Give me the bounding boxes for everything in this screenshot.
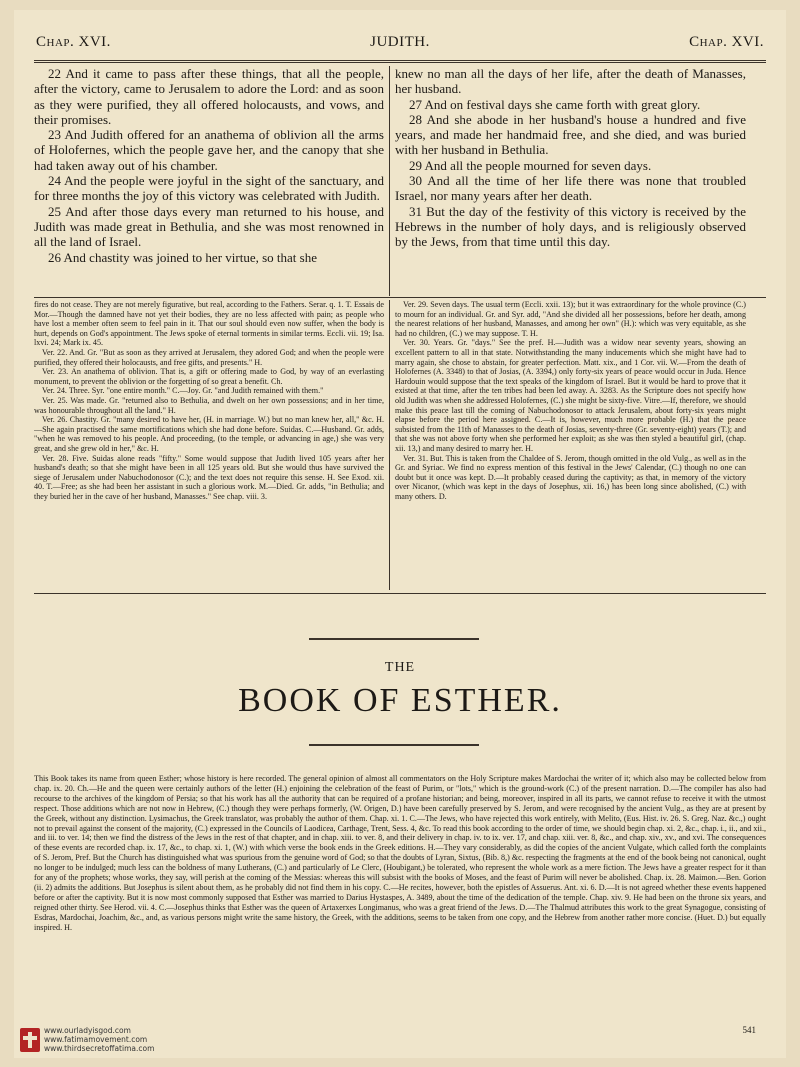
verse-24: 24 And the people were joyful in the sight of the sanctuary, and for three months the joy of this victory was celebrated with Judith.	[34, 173, 384, 204]
watermark-line: www.fatimamovement.com	[44, 1035, 148, 1044]
notes-column-right	[395, 300, 746, 590]
verse-25: 25 And after those days every man returned to his house, and Judith was made great in Bethulia, and she was most renowned in all the land of Israel.	[34, 203, 384, 250]
verse-27: 27 And on festival days she came forth with great glory.	[409, 96, 701, 112]
book-title-small: THE	[384, 660, 416, 675]
header-rule	[34, 60, 766, 61]
book-introduction: This Book takes its name from queen Esther; whose history is here recorded. The general opinion of almost all commentators on the Holy Scripture makes Mardochai the writer of it; which also may be collected below from chap. ix. 20. Ch.—He and the queen were certainly authors of the letter (H.) enjoining the celebration of the feast of Purim, or "lots," which is the ground-work (C.) of the present narration. D.—The compiler has also had recourse to the archives of the kingdom of Persia; so that his work has all the authority that can be required of a profane historian; and being, moreover, inspired in all its parts, we cannot refuse to receive it with the utmost respect. Those additions which are not now in Hebrew, (C.) though they were perhaps formerly, (W. Origen, D.) have been carefully preserved by S. Jerom, and were recognised by the ancient Vulg., as they are at present by the Greek, without any distinction. Lysimachus, the Greek translator, was probably the author of them. Chap. xi. 1. C.—The Jews, who have rejected this work entirely, with Melito, (Eus. Hist. iv. 26. S. Greg. Naz. &c.,) ought not to prevail against the consent of the majority, (C.) expressed in the Councils of Laodicea, Carthage, Trent, Sess. 4, &c. To read this book according to the order of time, we should begin chap. xi. 2, &c., chap. i., ii., and xii., and iii. to ver. 14; then we find the distress of the Jews in the rest of that chapter, and in chap. xiii. to ver. 8, and their delivery in chap. iv. to ix. ver. 17, and chap. xiii. ver. 8, &c., and chap. xiv., xv., and xvi. The consequences of these events are recorded chap. ix. 17, &c., to chap. xi. 1, (W.) with which verse the book ends in the Greek editions. H.—They vary considerably, as did the copies of the ancient Vulgate, which called forth the complaints of S. Jerom, Pref. But the Church has distinguished what was spurious from the genuine word of God; so that the doubts of Lyran, Sixtus, (Bib. 8,) &c. respecting the fragments at the end of the book being not canonical, ought no longer to be indulged; much less can the boldness of many Lutherans, (C.) and particularly of Le Clerc, (Houbigant,) be tolerated, who represent the whole work as a mere fiction. The Jews have a greater respect for it than for any of the prophets; whose works, they say, will perish at the coming of the Messias: whereas this will subsist with the books of Moses, and the feast of Purim will never be abolished. Chap. ix. 28. Maimon.—Ben. Gorion (ii. 2) admits the additions. But Josephus is silent about them, as he probably did not find them in his copy. C.—He recites, however, both the epistles of Assuerus. Ant. xi. 6. D.—It is not agreed whether these events happened before or after the captivity. But it is now most commonly supposed that Esther was married to Darius Hystaspes, A. 3489, about the time of the dedication of the temple. Chap. xiv. 9. He had been on the throne six years, and reigned other thirty. See Herod. vii. 4. C.—Josephus thinks that Esther was the queen of Artaxerxes Longimanus, who was a great friend of the Jews. D.—The Thalmud attributes this work to the great Synagogue, consisting of Esdras, Mardochai, Joachim, &c., and, as various persons might write the same history, the Greek, with the additions, seems to be taken from one copy, and the Hebrew from another rather more concise. (Huet. D.) but equally inspired. H.	[34, 774, 766, 932]
page	[14, 10, 786, 1058]
ornament-rule-top	[309, 638, 479, 640]
note-ver-31: Ver. 31. But. This is taken from the Chaldee of S. Jerom, though omitted in the old Vulg., as well as in the Gr. and Syriac. We find no express mention of this festival in the Jews' Calendar, (C.) though no one can doubt but it once was kept. D.—It probably ceased during the captivity; as that, in memory of the victory over Nicanor, (which was kept in the days of Josephus, xii. 16,) has been long since abolished, (C.) with many others. D.	[395, 453, 746, 501]
verse-28: 28 And she abode in her husband's house a hundred and five years, and made her handmaid free, and she died, and was buried with her husband in Bethulia.	[395, 111, 746, 158]
running-header	[36, 34, 764, 56]
verse-22: 22 And it came to pass after these things, that all the people, after the victory, came to Jerusalem to adore the Lord: and as soon as they were purified, they all offered holocausts, and vows, and their promises.	[34, 66, 384, 127]
column-divider-verses	[389, 66, 390, 296]
notes-column-left	[34, 300, 384, 590]
note-ver-26: Ver. 26. Chastity. Gr. "many desired to have her, (H. in marriage. W.) but no man knew her, all," &c. H.—She again practised the same mortifications which she had done before. Suidas. C.—Husband. Gr. adds, "when he was removed to his people. And proceeding, (to the temple, or advancing in age,) she was very great, and she grew old in her," &c. H.	[34, 415, 384, 453]
note-ver-23: Ver. 23. An anathema of oblivion. That is, a gift or offering made to God, by way of an everlasting monument, to prevent the oblivion or the forgetting of so great a benefit. Ch.	[34, 367, 384, 386]
verse-26-continued: knew no man all the days of her life, after the death of Manasses, her husband.	[395, 66, 746, 97]
note-ver-22: Ver. 22. And. Gr. "But as soon as they arrived at Jerusalem, they adored God; and when the people were purified, they offered their holocausts, and free gifts, and presents." H.	[34, 347, 384, 367]
header-chapter-left: Chap. XVI.	[36, 34, 111, 50]
note-continued: fires do not cease. They are not merely figurative, but real, according to the Fathers. Serar. q. 1. T. Essais de Mor.—Though the damned have not yet their bodies, they are no less affected with pain; as people who have lost a member often seem to feel pain in it. That our soul should even now suffer, when the body is hurt, depends on God's appointment. The Jews spoke of eternal torments in similar terms. Eccli. vii. 19; Isa. lxvi. 24; Mark ix. 45.	[34, 300, 384, 348]
verse-31: 31 But the day of the festivity of this victory is received by the Hebrews in the number of holy days, and is religiously observed by the Jews, from that time until this day.	[395, 203, 746, 250]
book-title: BOOK OF ESTHER.	[238, 682, 562, 719]
note-ver-28: Ver. 28. Five. Suidas alone reads "fifty." Some would suppose that Judith lived 105 years after her husband's death; so that she might have been in all 125 years old. But she would thus have survived the siege of Jerusalem under Nabuchodonosor (C.); and the text does not require this sense. H. See Exod. xii. 40. T.—Free; as she had been her assistant in such a glorious work. M.—Died. Gr. adds, "in Bethulia; and they buried her in the cave of her husband, Manasses." See chap. viii. 3.	[34, 453, 384, 501]
header-chapter-right: Chap. XVI.	[689, 34, 764, 50]
verse-29: 29 And all the people mourned for seven days.	[409, 157, 652, 173]
note-ver-30: Ver. 30. Years. Gr. "days." See the pref. H.—Judith was a widow near seventy years, showing an excellent pattern to all in that state. Notwithstanding the many inducements which she might have had to marry again, she chose to abstain, for greater perfection. Matt. xix., and 1 Cor. vii. W.—From the death of Holofernes (A. 3348) to that of Josias, (A. 3394,) only forty-six years of peace would occur in Juda. Hence Hardouin would suppose that the text speaks of the kingdom of Israel. But it would be hard to prove that it existed at that time, after the ten tribes had been led away. A. 3283. As the Scripture does not specify how old Judith was when she addressed Holofernes, (C.) she might be sixty-five. Vitre.—If, therefore, we should make this peace last till the coming of Nabuchodonosor to attack Jerusalem, about forty-six years might elapse before the period here assigned. C.—It is, however, much more probable (H.) that the peace subsisted from the 11th of Manasses to the death of Josias, seventy-three (Gr. seventy-eight) years (T.); and that she was not above forty when she performed her exploit; as she was then styled a beautiful girl, (chap. xii. 13,) and many desired to marry her. H.	[395, 338, 746, 453]
cross-logo-icon	[20, 1028, 40, 1052]
ornament-rule-bottom	[309, 744, 479, 746]
section-rule	[34, 593, 766, 594]
verses-notes-rule	[34, 297, 766, 298]
watermark-line: www.thirdsecretoffatima.com	[44, 1044, 155, 1053]
watermark-line: www.ourladyisgod.com	[44, 1026, 131, 1035]
note-ver-25: Ver. 25. Was made. Gr. "returned also to Bethulia, and dwelt on her own possessions; and in her time, was honourable throughout all the land." H.	[34, 395, 384, 415]
page-number: 541	[742, 1025, 756, 1035]
header-book-title: JUDITH.	[370, 34, 430, 50]
note-ver-29: Ver. 29. Seven days. The usual term (Eccli. xxii. 13); but it was extraordinary for the whole province (C.) to mourn for an individual. Gr. and Syr. add, "And she divided all her possessions, before her death, among the nearest relations of her husband, Manasses, and among her own" (H.): which was very equitable, as she had no children, (C.) we may suppose. T. H.	[395, 300, 746, 338]
header-rule-double	[34, 62, 766, 63]
column-divider-notes	[389, 300, 390, 590]
watermark	[44, 1026, 154, 1053]
verse-23: 23 And Judith offered for an anathema of oblivion all the arms of Holofernes, which the people gave her, and the canopy that she had taken away out of his chamber.	[34, 127, 384, 173]
verse-30: 30 And all the time of her life there was none that troubled Israel, nor many years after her death.	[395, 173, 746, 204]
note-ver-24: Ver. 24. Three. Syr. "one entire month." C.—Joy. Gr. "and Judith remained with them."	[42, 386, 324, 396]
verse-column-left	[34, 66, 384, 291]
verse-26: 26 And chastity was joined to her virtue, so that she	[48, 249, 317, 265]
verse-column-right	[395, 66, 746, 291]
